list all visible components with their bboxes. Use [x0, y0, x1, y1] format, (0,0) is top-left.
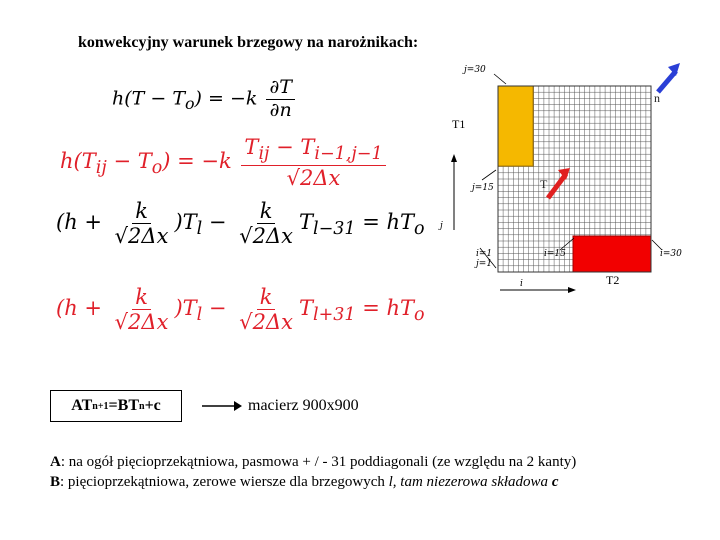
label-t: T [540, 177, 548, 191]
eq2-lhs-sub: ij [95, 157, 107, 178]
eq3-den-2: √2Δx [239, 224, 293, 249]
desc-a-text: : na ogół pięcioprzekątniowa, pasmowa + / - 31 poddiagonali (ze względu na 2 kanty) [60, 454, 577, 470]
eq4-fraction-2 [236, 286, 296, 333]
eq3-mid: )T [174, 210, 197, 235]
desc-line-b [50, 472, 576, 492]
desc-b-italic: l, tam niezerowa składowa [388, 474, 552, 490]
eq3-fraction-1 [112, 200, 172, 247]
eq3-minus: − [202, 210, 234, 235]
label-i-axis: i [520, 279, 523, 289]
eq1-numerator: ∂T [266, 78, 295, 100]
eq2-numerator [241, 136, 385, 166]
eq1-lhs: h(T − T [112, 87, 185, 110]
eq2-rhs: ) = −k [162, 148, 232, 173]
eq3-den-1: √2Δx [114, 224, 169, 249]
eq2-num-a-sub: ij [258, 144, 270, 165]
desc-line-a [50, 452, 576, 472]
matrix-description [50, 452, 576, 492]
label-i30: i=30 [660, 249, 682, 259]
label-j15: j=15 [472, 183, 494, 193]
eq4-num-2: k [257, 286, 276, 310]
label-i15: i=15 [544, 249, 566, 259]
eq2-denominator: √2Δx [286, 165, 341, 190]
i-axis-arrow-icon [568, 287, 576, 293]
eq4-rhs: = hT [355, 296, 414, 321]
slide-title: konwekcyjny warunek brzegowy na narożnikach: [78, 34, 419, 51]
label-i1: i=1 [476, 249, 493, 259]
desc-a-label: A [50, 454, 61, 470]
eq4-open: (h + [56, 296, 109, 321]
matrix-eq-sup2: n [139, 400, 145, 412]
desc-b-label: B [50, 474, 61, 490]
label-j-axis: j [440, 221, 443, 231]
grid-diagram [436, 58, 720, 294]
eq4-rhs-sub: o [414, 305, 425, 326]
eq2-num-b-sub: i−1,j−1 [314, 144, 383, 165]
eq4-den-2: √2Δx [239, 310, 293, 335]
label-j1: j=1 [476, 259, 493, 269]
eq4-t: T [298, 296, 313, 321]
matrix-eq-a: AT [71, 397, 93, 414]
t1-boundary-block [498, 86, 533, 166]
eq2-num-a: T [244, 135, 259, 159]
eq3-rhs: = hT [355, 210, 414, 235]
matrix-equation-box [50, 390, 182, 422]
matrix-size-label: macierz 900x900 [248, 397, 359, 414]
desc-b-text: : pięcioprzekątniowa, zerowe wiersze dla brzegowych [60, 474, 389, 490]
matrix-eq-b: =BT [108, 397, 139, 414]
eq3-mid-sub: l [196, 219, 203, 240]
desc-b-c: c [551, 474, 559, 490]
eq2-num-b: − T [269, 135, 315, 159]
normal-arrow-shaft [658, 71, 676, 92]
eq2-mid: − T [106, 148, 152, 173]
t-arrow-shaft [548, 174, 566, 198]
matrix-eq-sup1: n+1 [92, 400, 109, 412]
eq4-minus: − [202, 296, 234, 321]
eq3-rhs-sub: o [414, 219, 425, 240]
label-n: n [654, 91, 660, 105]
equation-convective-bc [112, 78, 298, 121]
j30-pointer [494, 74, 506, 84]
equation-discretized-corner [60, 136, 389, 189]
eq3-t: T [298, 210, 313, 235]
eq3-num-2: k [257, 200, 276, 224]
label-t2: T2 [606, 273, 620, 287]
label-j30: j=30 [464, 65, 486, 75]
eq3-open: (h + [56, 210, 109, 235]
eq4-t-sub: l+31 [312, 305, 356, 326]
eq3-fraction-2 [236, 200, 296, 247]
eq4-mid: )T [174, 296, 197, 321]
right-arrow-icon [200, 396, 244, 416]
equation-corner-l-minus [56, 200, 425, 247]
eq3-t-sub: l−31 [312, 219, 356, 240]
t2-boundary-block [573, 236, 651, 272]
eq2-fraction [241, 136, 385, 189]
eq4-num-1: k [132, 286, 151, 310]
eq4-mid-sub: l [196, 305, 203, 326]
eq4-den-1: √2Δx [114, 310, 169, 335]
label-t1: T1 [452, 117, 466, 131]
j15-pointer [482, 170, 496, 180]
eq1-lhs-sub: o [185, 94, 195, 114]
equation-corner-l-plus [56, 286, 425, 333]
matrix-eq-c: +c [144, 397, 161, 414]
eq4-fraction-1 [112, 286, 172, 333]
j-axis-arrow-icon [451, 154, 457, 162]
eq1-denominator: ∂n [269, 98, 292, 121]
eq1-lhs-end: ) = −k [194, 87, 258, 110]
eq3-num-1: k [132, 200, 151, 224]
eq1-fraction [266, 78, 295, 121]
eq2-mid-sub: o [151, 157, 163, 178]
eq2-lhs: h(T [60, 148, 96, 173]
